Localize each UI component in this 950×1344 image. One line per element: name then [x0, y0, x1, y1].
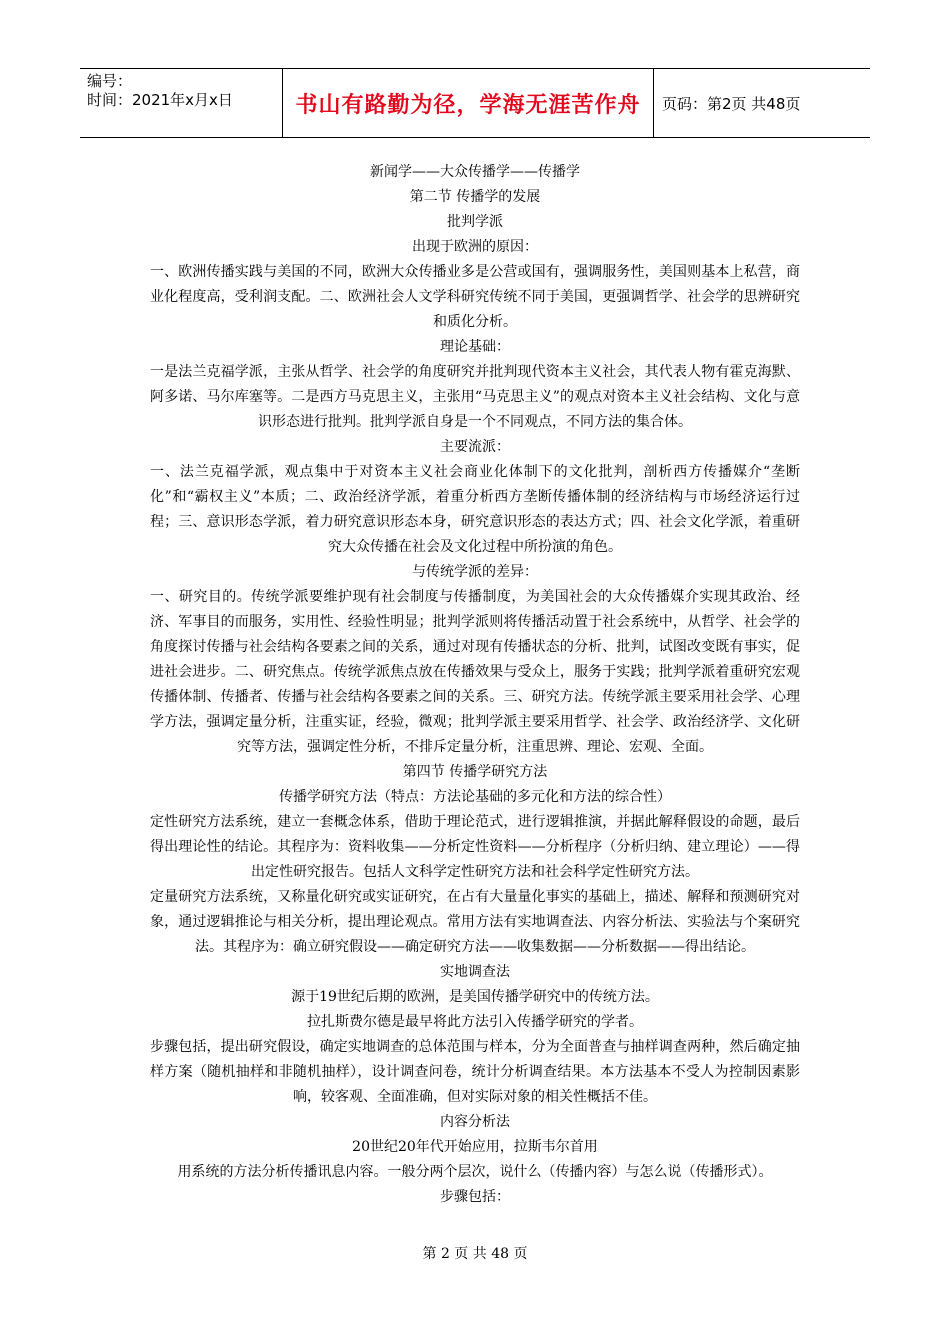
header-motto-cell — [283, 69, 654, 137]
page-footer: 第 2 页 共 48 页 — [422, 1246, 528, 1262]
subheading: 实地调查法 — [440, 964, 510, 980]
header-meta — [80, 69, 283, 137]
header-page-info — [654, 69, 870, 137]
section-heading: 第二节 传播学的发展 — [409, 189, 541, 205]
subheading: 传播学研究方法（特点：方法论基础的多元化和方法的综合性） — [279, 789, 671, 805]
paragraph: 定量研究方法系统，又称量化研究或实证研究，在占有大量量化事实的基础上，描述、解释和预测研究对象，通过逻辑推论与相关分析，提出理论观点。常用方法有实地调查法、内容分析法、实验法与个案研究法。其程序为：确立研究假设——确定研究方法——收集数据——分析数据——得出结论。 — [150, 889, 800, 955]
paragraph: 20世纪20年代开始应用，拉斯韦尔首用 — [352, 1139, 598, 1155]
document-time: 时间：2021年x月x日 — [87, 91, 233, 109]
chain-title: 新闻学——大众传播学——传播学 — [370, 164, 580, 180]
subheading: 内容分析法 — [440, 1114, 510, 1130]
paragraph: 步骤包括，提出研究假设，确定实地调查的总体范围与样本，分为全面普查与抽样调查两种，然后确定抽样方案（随机抽样和非随机抽样），设计调查问卷，统计分析调查结果。本方法基本不受人为控制因素影响，较客观、全面准确，但对实际对象的相关性概括不佳。 — [150, 1039, 800, 1105]
paragraph: 用系统的方法分析传播讯息内容。一般分两个层次，说什么（传播内容）与怎么说（传播形式）。 — [177, 1164, 773, 1180]
document-body — [150, 160, 800, 1210]
section-heading: 第四节 传播学研究方法 — [402, 764, 548, 780]
paragraph: 拉扎斯费尔德是最早将此方法引入传播学研究的学者。 — [307, 1014, 643, 1030]
document-number: 编号： — [87, 72, 133, 90]
paragraph: 一、法兰克福学派，观点集中于对资本主义社会商业化体制下的文化批判，剖析西方传播媒介“垄断化”和“霸权主义”本质；二、政治经济学派，着重分析西方垄断传播体制的经济结构与市场经济运行过程；三、意识形态学派，着力研究意识形态本身，研究意识形态的表达方式；四、社会文化学派，着重研究大众传播在社会及文化过程中所扮演的角色。 — [150, 464, 800, 555]
paragraph: 源于19世纪后期的欧洲，是美国传播学研究中的传统方法。 — [291, 989, 659, 1005]
page-counter: 页码：第2页 共48页 — [662, 94, 801, 113]
paragraph: 步骤包括： — [440, 1189, 510, 1205]
paragraph: 一是法兰克福学派，主张从哲学、社会学的角度研究并批判现代资本主义社会，其代表人物有霍克海默、阿多诺、马尔库塞等。二是西方马克思主义，主张用“马克思主义”的观点对资本主义社会结构、文化与意识形态进行批判。批判学派自身是一个不同观点，不同方法的集合体。 — [150, 364, 800, 430]
subheading: 主要流派： — [440, 439, 510, 455]
page-header — [80, 68, 870, 138]
subheading: 理论基础： — [440, 339, 510, 355]
subheading: 出现于欧洲的原因： — [412, 239, 538, 255]
paragraph: 一、研究目的。传统学派要维护现有社会制度与传播制度，为美国社会的大众传播媒介实现其政治、经济、军事目的而服务，实用性、经验性明显；批判学派则将传播活动置于社会系统中，从哲学、社会学的角度探讨传播与社会结构各要素之间的关系，通过对现有传播状态的分析、批判，试图改变既有事实，促进社会进步。二、研究焦点。传统学派焦点放在传播效果与受众上，服务于实践；批判学派着重研究宏观传播体制、传播者、传播与社会结构各要素之间的关系。三、研究方法。传统学派主要采用社会学、心理学方法，强调定量分析，注重实证，经验，微观；批判学派主要采用哲学、社会学、政治经济学、文化研究等方法，强调定性分析，不排斥定量分析，注重思辨、理论、宏观、全面。 — [150, 589, 800, 755]
paragraph: 定性研究方法系统，建立一套概念体系，借助于理论范式，进行逻辑推演，并据此解释假设的命题，最后得出理论性的结论。其程序为：资料收集——分析定性资料——分析程序（分析归纳、建立理论）——得出定性研究报告。包括人文科学定性研究方法和社会科学定性研究方法。 — [150, 814, 800, 880]
subheading: 与传统学派的差异： — [412, 564, 538, 580]
header-motto: 书山有路勤为径，学海无涯苦作舟 — [295, 92, 641, 118]
subheading: 批判学派 — [447, 214, 503, 230]
paragraph: 一、欧洲传播实践与美国的不同，欧洲大众传播业多是公营或国有，强调服务性，美国则基本上私营，商业化程度高，受利润支配。二、欧洲社会人文学科研究传统不同于美国，更强调哲学、社会学的思辨研究和质化分析。 — [150, 264, 800, 330]
